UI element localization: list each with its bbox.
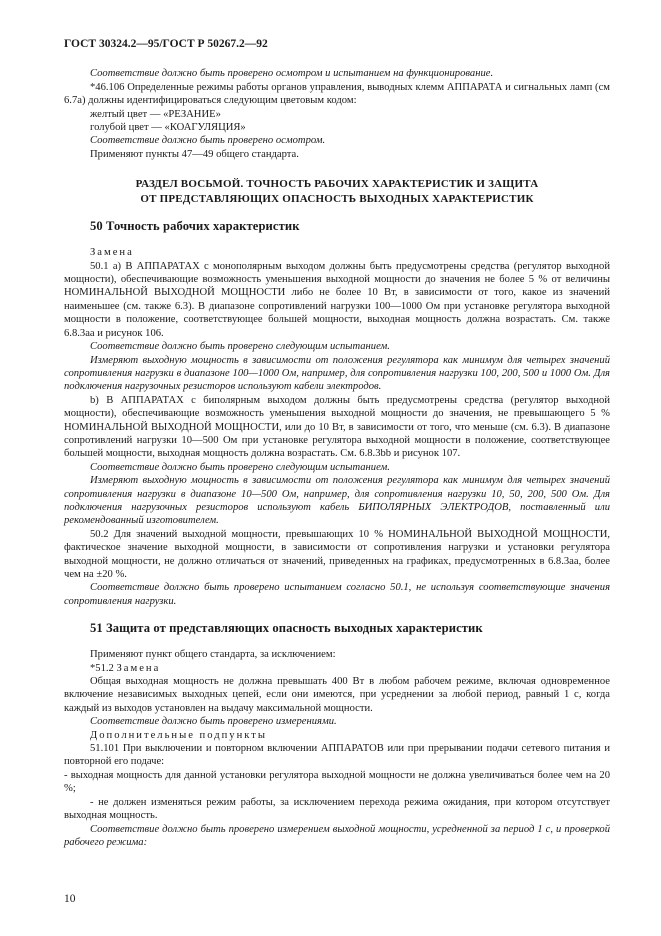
paragraph: Измеряют выходную мощность в зависимости от положения регулятора как минимум для четырех значений сопротивления нагрузки в диапазоне 10—500 Ом, например, для сопротивления нагрузки 10, 50, 200, 500 Ом. Для подключения нагрузочных резисторов используют кабель БИПОЛЯРНЫХ ЭЛЕКТРОДОВ, поставленный или рекомендованный изготовителем.: [64, 475, 610, 527]
replacement-label: Замена: [90, 247, 134, 259]
paragraph: *46.106 Определенные режимы работы органов управления, выводных клемм АППАРАТА и сигнальных ламп (см 6.7а) должны идентифицироваться следующим цветовым кодом:: [64, 81, 610, 107]
replacement-label: Замена: [116, 662, 161, 674]
replacement-line: [64, 662, 610, 675]
clause-number: *51.2: [90, 662, 114, 674]
paragraph: b) В АППАРАТАХ с биполярным выходом должны быть предусмотрены средства (регулятор выходной мощности), обеспечивающие возможность уменьшения выходной мощности до значения, не превышающего 5 % НОМИНАЛЬНОЙ ВЫХОДНОЙ МОЩНОСТИ, или до 10 Вт, в зависимости от того, что меньше (см. 6.3). В диапазоне сопротивлений нагрузки 10—500 Ом при установке регулятора выходной мощности в положение, соответствующее большей мощности, выходная мощность должна возрастать. См. 6.8.3bb и рисунок 107.: [64, 394, 610, 460]
paragraph: Соответствие должно быть проверено осмотром.: [90, 135, 326, 147]
section-title-line-2: ОТ ПРЕДСТАВЛЯЮЩИХ ОПАСНОСТЬ ВЫХОДНЫХ ХАРАКТЕРИСТИК: [140, 192, 534, 205]
paragraph: Соответствие должно быть проверено измерением выходной мощности, усредненной за период 1 с, и проверкой рабочего режима:: [64, 823, 610, 848]
paragraph: голубой цвет — «КОАГУЛЯЦИЯ»: [90, 122, 246, 134]
paragraph: Измеряют выходную мощность в зависимости от положения регулятора как минимум для четырех значений сопротивления нагрузки в диапазоне 100—1000 Ом, например, для сопротивления нагрузки 100, 200, 500 и 1000 Ом. Для подключения нагрузочных резисторов используют кабели электродов.: [64, 354, 610, 393]
paragraph: 50.1 а) В АППАРАТАХ с монополярным выходом должны быть предусмотрены средства (регулятор выходной мощности), обеспечивающие возможность уменьшения выходной мощности до значения не более 5 % от величины НОМИНАЛЬНОЙ ВЫХОДНОЙ МОЩНОСТИ либо не более 10 Вт, в зависимости от того, какое из значений наименьшее (см. также 6.3). В диапазоне сопротивлений нагрузки 100—1000 Ом при установке регулятора выходной мощности в положение, соответствующее большей мощности, выходная мощность должна возрастать. См. также 6.8.3аа и рисунок 106.: [64, 260, 610, 339]
additional-subclauses-label: Дополнительные подпункты: [90, 729, 268, 741]
list-item: - выходная мощность для данной установки регулятора выходной мощности не должна увеличиваться более чем на 20 %;: [64, 769, 610, 795]
paragraph: Соответствие должно быть проверено следующим испытанием.: [90, 461, 390, 473]
clause-50-title: 50 Точность рабочих характеристик: [90, 219, 300, 234]
section-title: [64, 177, 610, 206]
document-page: [64, 38, 610, 849]
list-item: - не должен изменяться режим работы, за исключением перехода режима ожидания, при котором отсутствует выходная мощность.: [64, 796, 610, 822]
paragraph: Соответствие должно быть проверено следующим испытанием.: [90, 341, 390, 353]
paragraph: Соответствие должно быть проверено измерениями.: [90, 716, 337, 728]
paragraph: 51.101 При выключении и повторном включении АППАРАТОВ или при прерывании подачи сетевого питания и повторной его подаче:: [64, 743, 610, 768]
page-number: 10: [64, 893, 76, 905]
paragraph: Соответствие должно быть проверено осмотром и испытанием на функционирование.: [90, 68, 494, 80]
paragraph: Применяют пункт общего стандарта, за исключением:: [90, 649, 336, 661]
paragraph: 50.2 Для значений выходной мощности, превышающих 10 % НОМИНАЛЬНОЙ ВЫХОДНОЙ МОЩНОСТИ, фактическое значение выходной мощности, в зависимости от сопротивления нагрузки и установки регулятора выходной мощности, не должно отличаться от значений, приведенных на графиках, предусмотренных в 6.8.3аа, более чем на ±20 %.: [64, 528, 610, 580]
clause-51-title: 51 Защита от представляющих опасность выходных характеристик: [90, 621, 483, 636]
page-header: ГОСТ 30324.2—95/ГОСТ Р 50267.2—92: [64, 38, 268, 50]
paragraph: Соответствие должно быть проверено испытанием согласно 50.1, не используя соответствующие значения сопротивления нагрузки.: [64, 582, 610, 607]
section-title-line-1: РАЗДЕЛ ВОСЬМОЙ. ТОЧНОСТЬ РАБОЧИХ ХАРАКТЕРИСТИК И ЗАЩИТА: [135, 178, 539, 191]
paragraph: желтый цвет — «РЕЗАНИЕ»: [90, 108, 221, 120]
paragraph: Общая выходная мощность не должна превышать 400 Вт в любом рабочем режиме, включая одновременное включение независимых выходных цепей, если они имеются, при усреднении за любой период, равный 1 с, когда каждый из выходов установлен на выдачу максимальной мощности.: [64, 676, 610, 714]
paragraph: Применяют пункты 47—49 общего стандарта.: [90, 148, 299, 160]
